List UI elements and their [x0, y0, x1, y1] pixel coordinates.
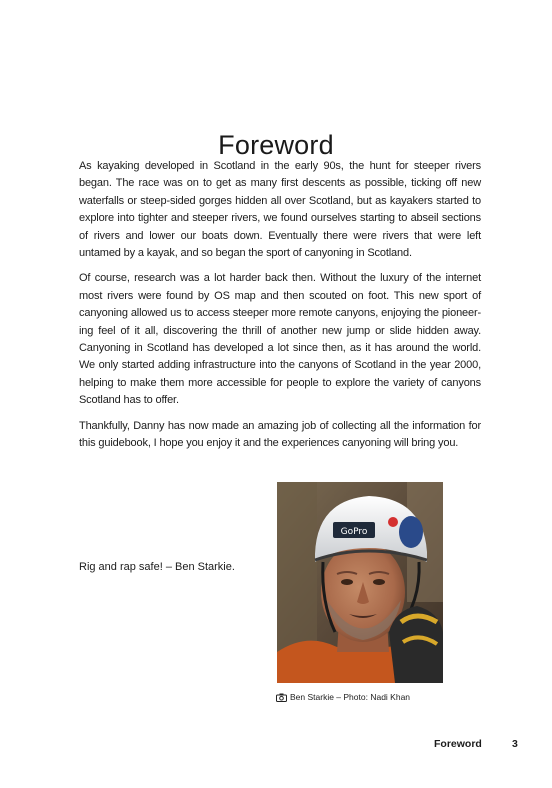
camera-icon: [276, 693, 287, 702]
paragraph-1: As kayaking developed in Scotland in the early 90s, the hunt for steeper rivers began. The race was on to get as many first descents as possible, ticking off new waterfalls or steep-sided gorges hidden all over Scotland, but as kayakers started to explore into tighter and steeper rivers, we found ourselves starting to abseil sections of rivers and lower our boats down. Eventually there were rivers that were left untamed by a kayak, and so began the sport of canyoning in Scotland.: [79, 160, 481, 260]
photo-caption-text: Ben Starkie – Photo: Nadi Khan: [290, 692, 411, 702]
footer-section-label: Foreword: [434, 738, 482, 750]
helmet-logo-text: GoPro: [340, 527, 368, 537]
page-number: 3: [512, 738, 518, 750]
photo-caption: [276, 692, 410, 702]
paragraph-3: Thankfully, Danny has now made an amazing job of collecting all the information for this guidebook, I hope you enjoy it and the experiences canyoning will bring you.: [79, 419, 481, 450]
portrait-photo: [277, 482, 443, 683]
paragraph-2: Of course, research was a lot harder back then. Without the luxury of the internet most rivers were found by OS map and then scouted on foot. This new sport of canyoning allowed us to access steeper more remote canyons, enjoying the pioneer-ing feel of it all, discovering the thrill of another new jump or slide hidden away. Canyoning in Scotland has developed a lot since then, as it has around the world. We only started adding infrastructure into the canyons of Scotland in the year 2000, helping to make them more accessible for people to explore the variety of canyons Scotland has to offer.: [79, 272, 481, 407]
signoff-text: Rig and rap safe! – Ben Starkie.: [79, 561, 235, 573]
body-text: [79, 158, 481, 461]
page-title: Foreword: [218, 130, 334, 161]
